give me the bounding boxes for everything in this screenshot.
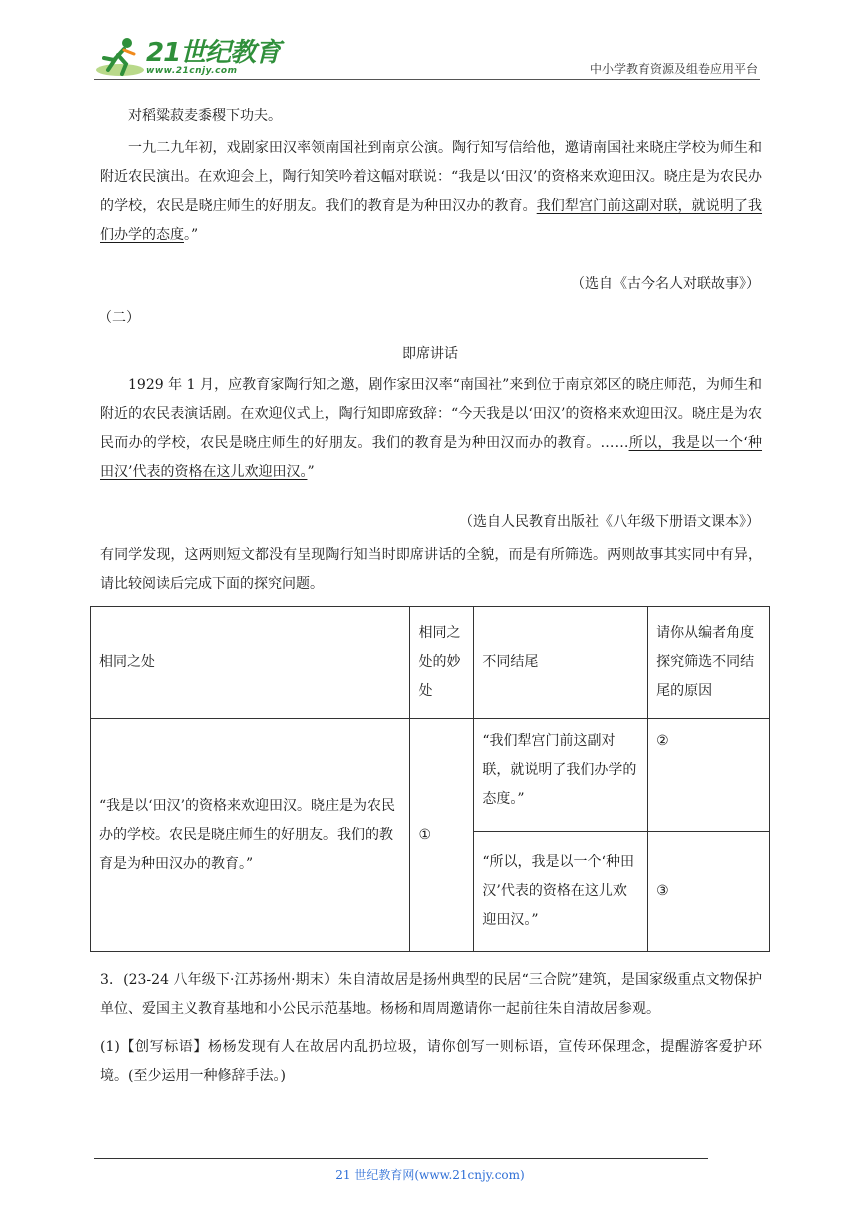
section2-title: 即席讲话 [402,346,458,362]
section2-text: 1929 年 1 月，应教育家陶行知之邀，剧作家田汉率“南国社”来到位于南京郊区的晓庄师范，为师生和附近的农民表演话剧。在欢迎仪式上，陶行知即席致辞：“今天我是以‘田汉’的资格来欢迎田汉。晓庄是为农民而办的学校，农民是晓庄师生的好朋友。我们的教育是为种田汉而办的教育。…… [100,377,762,451]
comparison-table [90,606,770,952]
table-cell-blank-2[interactable]: ② [648,719,770,832]
story1-paragraph [100,134,762,250]
section2-underlined-text: 所以，我是以一个‘种田汉’代表的资格在这儿欢迎田汉。 [100,435,763,480]
header-platform-name: 中小学教育资源及组卷应用平台 [589,62,758,76]
story1-source: （选自《古今名人对联故事》） [571,276,760,292]
table-cell-ending-2: “所以，我是以一个‘种田汉’代表的资格在这儿欢迎田汉。” [474,832,648,952]
question3-text: 3．(23-24 八年级下·江苏扬州·期末）朱自清故居是扬州典型的民居“三合院”建筑，是国家级重点文物保护单位、爱国主义教育基地和小公民示范基地。杨杨和周周邀请你一起前往朱自清故居参观。 [100,972,762,1017]
section2-source: （选自人民教育出版社《八年级下册语文课本》） [459,514,760,530]
story1-line0: 对稻粱菽麦黍稷下功夫。 [128,108,282,124]
footer-link[interactable]: 21 世纪教育网(www.21cnjy.com) [335,1168,525,1182]
table-header-reason: 请你从编者角度探究筛选不同结尾的原因 [648,607,770,719]
story1-text-end: 。” [184,227,199,243]
section2-text-end: ” [307,464,315,480]
table-cell-same: “我是以‘田汉’的资格来欢迎田汉。晓庄是为农民办的学校。农民是晓庄师生的好朋友。我们的教育是为种田汉办的教育。” [91,719,410,952]
header-divider [94,79,760,80]
question3-sub1: (1)【创写标语】杨杨发现有人在故居内乱扔垃圾，请你创写一则标语，宣传环保理念，提醒游客爱护环境。(至少运用一种修辞手法。) [100,1039,762,1084]
section2-label: （二） [98,310,140,326]
logo-url: www.21cnjy.com [146,66,238,76]
table-cell-blank-3[interactable]: ③ [648,832,770,952]
section2-paragraph [100,371,762,487]
footer-divider [94,1158,708,1159]
table-header-same: 相同之处 [91,607,410,719]
logo-text: 21世纪教育 [146,38,281,68]
story1-text: 一九二九年初，戏剧家田汉率领南国社到南京公演。陶行知写信给他，邀请南国社来晓庄学校为师生和附近农民演出。在欢迎会上，陶行知笑吟着这幅对联说：“我是以‘田汉’的资格来欢迎田汉。晓庄是为农民办的学校，农民是晓庄师生的好朋友。我们的教育是为种田汉办的教育。 [100,140,762,214]
logo-runner-icon [94,36,146,78]
question-intro: 有同学发现，这两则短文都没有呈现陶行知当时即席讲话的全貌，而是有所筛选。两则故事其实同中有异，请比较阅读后完成下面的探究问题。 [100,547,762,592]
table-cell-blank-1[interactable]: ① [410,719,474,952]
story1-underlined-text: 我们犁宫门前这副对联，就说明了我们办学的态度 [100,198,763,243]
table-header-endings: 不同结尾 [474,607,648,719]
table-cell-ending-1: “我们犁宫门前这副对联，就说明了我们办学的态度。” [474,719,648,832]
table-header-benefit: 相同之处的妙处 [410,607,474,719]
